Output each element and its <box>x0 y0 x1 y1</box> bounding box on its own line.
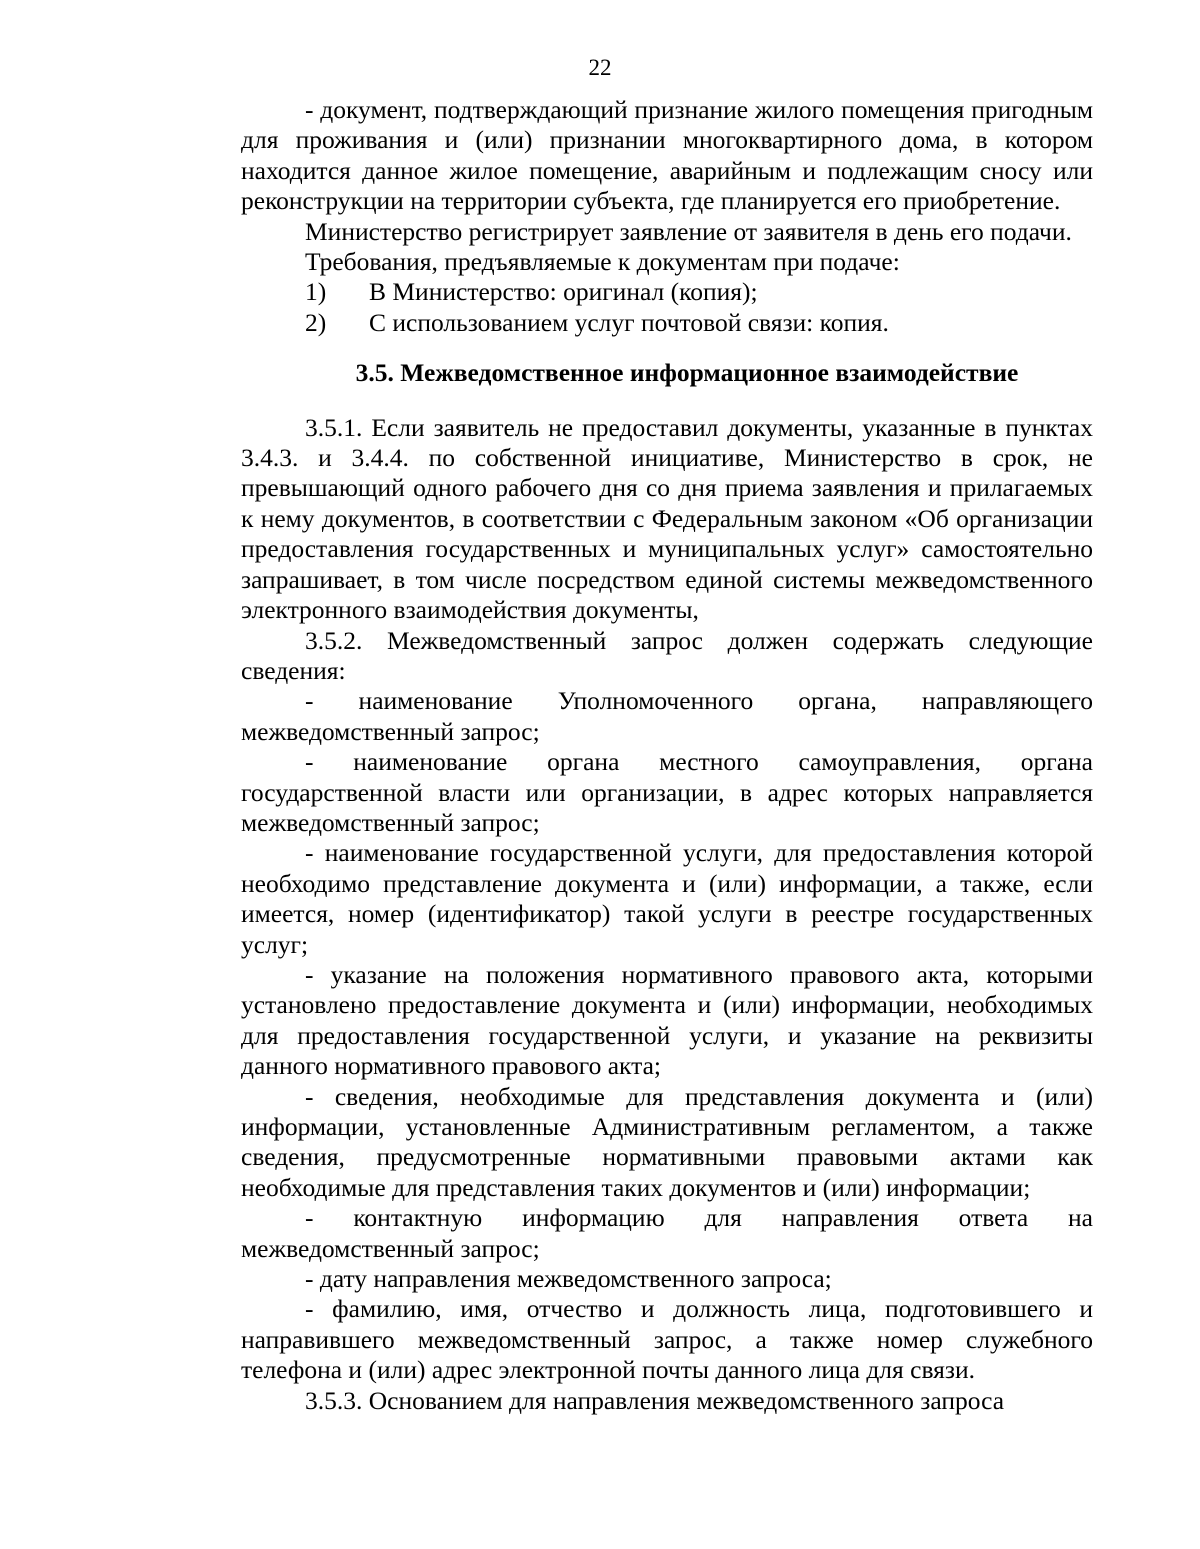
list-item-text: С использованием услуг почтовой связи: копия. <box>369 307 889 337</box>
numbered-list-item <box>241 308 1093 338</box>
request-content-item: - наименование Уполномоченного органа, направляющего межведомственный запрос; <box>241 686 1093 746</box>
section-heading: 3.5. Межведомственное информационное взаимодействие <box>355 358 1019 388</box>
document-requirement-item: - документ, подтверждающий признание жилого помещения пригодным для проживания и (или) признании многоквартирного дома, в котором находится данное жилое помещение, аварийным и подлежащим сносу или реконструкции на территории субъекта, где планируется его приобретение. <box>241 95 1093 216</box>
request-content-item: - дату направления межведомственного запроса; <box>305 1264 832 1294</box>
request-content-item: - указание на положения нормативного правового акта, которыми установлено предоставление документа и (или) информации, необходимых для предоставления государственной услуги, и указание на реквизиты данного нормативного правового акта; <box>241 959 1093 1081</box>
requirements-paragraph: Требования, предъявляемые к документам при подаче: <box>305 247 900 277</box>
request-content-item: - фамилию, имя, отчество и должность лица, подготовившего и направившего межведомственный запрос, а также номер служебного телефона и (или) адрес электронной почты данного лица для связи. <box>241 1294 1093 1385</box>
numbered-list-item <box>241 277 1093 307</box>
list-number: 1) <box>305 277 327 307</box>
list-number: 2) <box>305 307 327 337</box>
paragraph-3-5-3: 3.5.3. Основанием для направления межведомственного запроса <box>305 1385 1005 1415</box>
list-item-text: В Министерство: оригинал (копия); <box>369 277 758 307</box>
paragraph-3-5-1: 3.5.1. Если заявитель не предоставил документы, указанные в пунктах 3.4.3. и 3.4.4. по собственной инициативе, Министерство в срок, не превышающий одного рабочего дня со дня приема заявления и прилагаемых к нему документов, в соответствии с Федеральным законом «Об организации предоставления государственных и муниципальных услуг» самостоятельно запрашивает, в том числе посредством единой системы межведомственного электронного взаимодействия документы, <box>241 412 1093 625</box>
page-number: 22 <box>588 55 612 80</box>
request-content-item: - сведения, необходимые для представления документа и (или) информации, установленные Административным регламентом, а также сведения, предусмотренные нормативными правовыми актами как необходимые для представления таких документов и (или) информации; <box>241 1081 1093 1202</box>
registration-paragraph: Министерство регистрирует заявление от заявителя в день его подачи. <box>305 216 1072 246</box>
request-content-item: - наименование государственной услуги, для предоставления которой необходимо представление документа и (или) информации, а также, если имеется, номер (идентификатор) такой услуги в реестре государственных услуг; <box>241 838 1093 959</box>
document-body <box>241 95 1093 1416</box>
paragraph-3-5-2: 3.5.2. Межведомственный запрос должен содержать следующие сведения: <box>241 625 1093 685</box>
request-content-item: - наименование органа местного самоуправления, органа государственной власти или организации, в адрес которых направляется межведомственный запрос; <box>241 747 1093 837</box>
request-content-item: - контактную информацию для направления ответа на межведомственный запрос; <box>241 1203 1093 1263</box>
